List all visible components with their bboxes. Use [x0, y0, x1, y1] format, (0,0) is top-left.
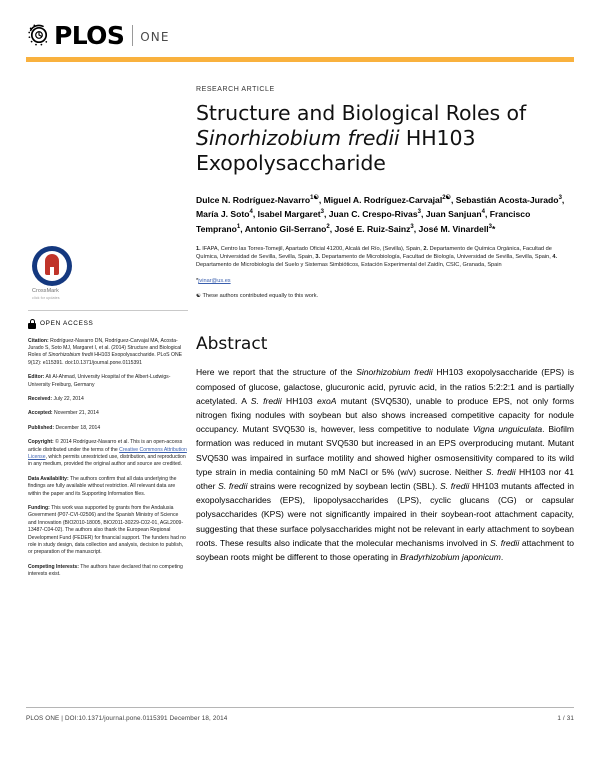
- published-label: Published:: [28, 424, 55, 431]
- competing-interests-block: [28, 564, 188, 579]
- crossmark-icon[interactable]: [32, 246, 72, 286]
- competing-interests-text: The authors have declared that no competing interests exist.: [28, 563, 183, 578]
- sidebar-divider: [28, 310, 188, 311]
- page-number: 1 / 31: [557, 715, 574, 722]
- funding-text: This work was supported by grants from the Andalusia Government (P07-CVI-02506) and the Spanish Ministry of Science and Innovation (BIO2010-18005, BIO2011-30229-C02-01, AGL2009-13487-C04-02). The authors also thank the European Regional Development Fund (FEDER) for financial support. The funders had no role in study design, data collection and analysis, decision to publish, or preparation of the manuscript.: [28, 505, 186, 556]
- corresponding-author: *jvinar@us.es: [196, 278, 231, 285]
- received-label: Received:: [28, 395, 53, 402]
- copyright-text-2: , which permits unrestricted use, distribution, and reproduction in any medium, provided the original author and source are credited.: [28, 453, 186, 468]
- title-species: Sinorhizobium fredii: [196, 126, 400, 150]
- plos-logo[interactable]: [26, 18, 574, 52]
- equal-contribution-note: ☯ These authors contributed equally to this work.: [196, 293, 319, 300]
- editor-label: Editor:: [28, 374, 45, 381]
- title-part-2: HH103 Exopolysaccharide: [196, 126, 476, 175]
- page-title: [196, 101, 574, 176]
- published-block: [28, 425, 188, 432]
- copyright-block: [28, 439, 188, 469]
- funding-label: Funding:: [28, 505, 50, 511]
- article-main-column: [196, 86, 574, 564]
- abstract-heading: Abstract: [196, 334, 268, 355]
- data-availability-label: Data Availability:: [28, 475, 69, 482]
- affiliation-list: 1. IFAPA, Centro las Torres-Tomejil, Apartado Oficial 41200, Alcalá del Río, (Sevilla), Spain, 2. Departamento de Química Orgánica, Facultad de Química, Universidad de Sevilla, Sevilla, Spain, 3. Departamento de Microbiología, Facultad de Biología, Universidad de Sevilla, Sevilla, Spain, 4. Departamento de Microbiología del Suelo y Sistemas Simbióticos, Estación Experimental del Zaidín, CSIC, Granada, Spain: [196, 245, 558, 269]
- masthead-accent-rule: [26, 57, 574, 62]
- copyright-label: Copyright:: [28, 439, 54, 446]
- article-type-label: RESEARCH ARTICLE: [196, 86, 275, 93]
- corresponding-email-link[interactable]: jvinar@us.es: [198, 278, 231, 285]
- editor-text: Ali Al-Ahmad, University Hospital of the Albert-Ludwigs-University Freiburg, Germany: [28, 374, 171, 388]
- title-part-1: Structure and Biological Roles of: [196, 101, 527, 125]
- page-footer: [26, 715, 574, 722]
- received-date: July 22, 2014: [52, 395, 84, 402]
- footer-citation: PLOS ONE | DOI:10.1371/journal.pone.0115391 December 18, 2014: [26, 715, 228, 722]
- open-access-badge: [28, 319, 188, 329]
- citation-block: [28, 338, 188, 368]
- citation-text-2: HH103 Exopolysaccharide. PLoS ONE 9(12): e115391. doi:10.1371/journal.pone.0115391: [28, 352, 183, 366]
- data-availability-block: [28, 476, 188, 498]
- accepted-date: November 21, 2014: [52, 410, 99, 417]
- accepted-block: [28, 410, 188, 417]
- logo-divider: [132, 25, 133, 46]
- published-date: December 18, 2014: [54, 424, 101, 431]
- article-metadata-sidebar: [28, 246, 188, 586]
- author-list: Dulce N. Rodríguez-Navarro$^{1☯}$, Miguel A. Rodríguez-Carvajal$^{2☯}$, Sebastián Acosta-Jurado$^3$, María J. Soto$^4$, Isabel Margaret$^3$, Juan C. Crespo-Rivas$^3$, Juan Sanjuan$^4$, Francisco Temprano$^1$, Antonio Gil-Serrano$^2$, José E. Ruiz-Sainz$^3$, José M. Vinardell$^3$*: [196, 194, 565, 234]
- footer-divider: [26, 707, 574, 708]
- citation-label: Citation:: [28, 337, 49, 344]
- plos-sun-icon: [26, 22, 52, 48]
- citation-text: Rodríguez-Navarro DN, Rodríguez-Carvajal MA, Acosta-Jurado S, Soto MJ, Margaret I, et al. (2014) Structure and Biological Roles of: [28, 337, 182, 359]
- crossmark-sublabel: click for updates: [32, 295, 60, 300]
- accepted-label: Accepted:: [28, 410, 53, 417]
- citation-italic: Sinorhizobium fredii: [48, 352, 93, 359]
- copyright-text: © 2014 Rodríguez-Navarro et al. This is an open-access article distributed under the terms of the: [28, 439, 183, 453]
- plos-wordmark: PLOS: [54, 20, 125, 50]
- funding-block: [28, 505, 188, 557]
- open-access-label: OPEN ACCESS: [40, 319, 94, 327]
- competing-interests-label: Competing Interests:: [28, 563, 79, 570]
- abstract-text: Here we report that the structure of the Sinorhizobium fredii HH103 exopolysaccharide (EPS) is composed of glucose, galactose, glucuronic acid, pyruvic acid, in the ratios 5:2:2:1 and is partially acetylated. A S. fredii HH103 exoA mutant (SVQ530), unable to produce EPS, not only forms nitrogen fixing nodules with soybean but also shows increased competitive capacity for nodule occupancy. Mutant SVQ530 is, however, less competitive to nodulate Vigna unguiculata. Biofilm formation was reduced in mutant SVQ530 but increased in an EPS overproducing mutant. Mutant SVQ530 was impaired in surface motility and showed higher osmosensitivity compared to its wild type strain in media containing 50 mM NaCl or 5% (w/v) sucrose. Neither S. fredii HH103 nor 41 other S. fredii strains were recognized by soybean lectin (SBL). S. fredii HH103 mutants affected in exopolysaccharides (EPS), lipopolysaccharides (LPS), cyclic glucans (CG) or capsular polysaccharides (KPS) were not significantly impaired in their soybean-root attachment capacity, suggesting that these surface polysaccharides might not be relevant in early attachment to soybean roots. These results also indicate that the molecular mechanisms involved in S. fredii attachment to soybean roots might be different to those operating in Bradyrhizobium japonicum.: [196, 367, 575, 563]
- editor-block: [28, 374, 188, 389]
- received-block: [28, 396, 188, 403]
- plos-one-label: ONE: [140, 29, 170, 44]
- crossmark-label: CrossMark: [32, 288, 59, 294]
- license-link[interactable]: Creative Commons Attribution License: [28, 446, 187, 460]
- open-lock-icon: [28, 319, 36, 329]
- data-availability-text: The authors confirm that all data underlying the findings are fully available without restriction. All relevant data are within the paper and its Supporting Information files.: [28, 475, 177, 497]
